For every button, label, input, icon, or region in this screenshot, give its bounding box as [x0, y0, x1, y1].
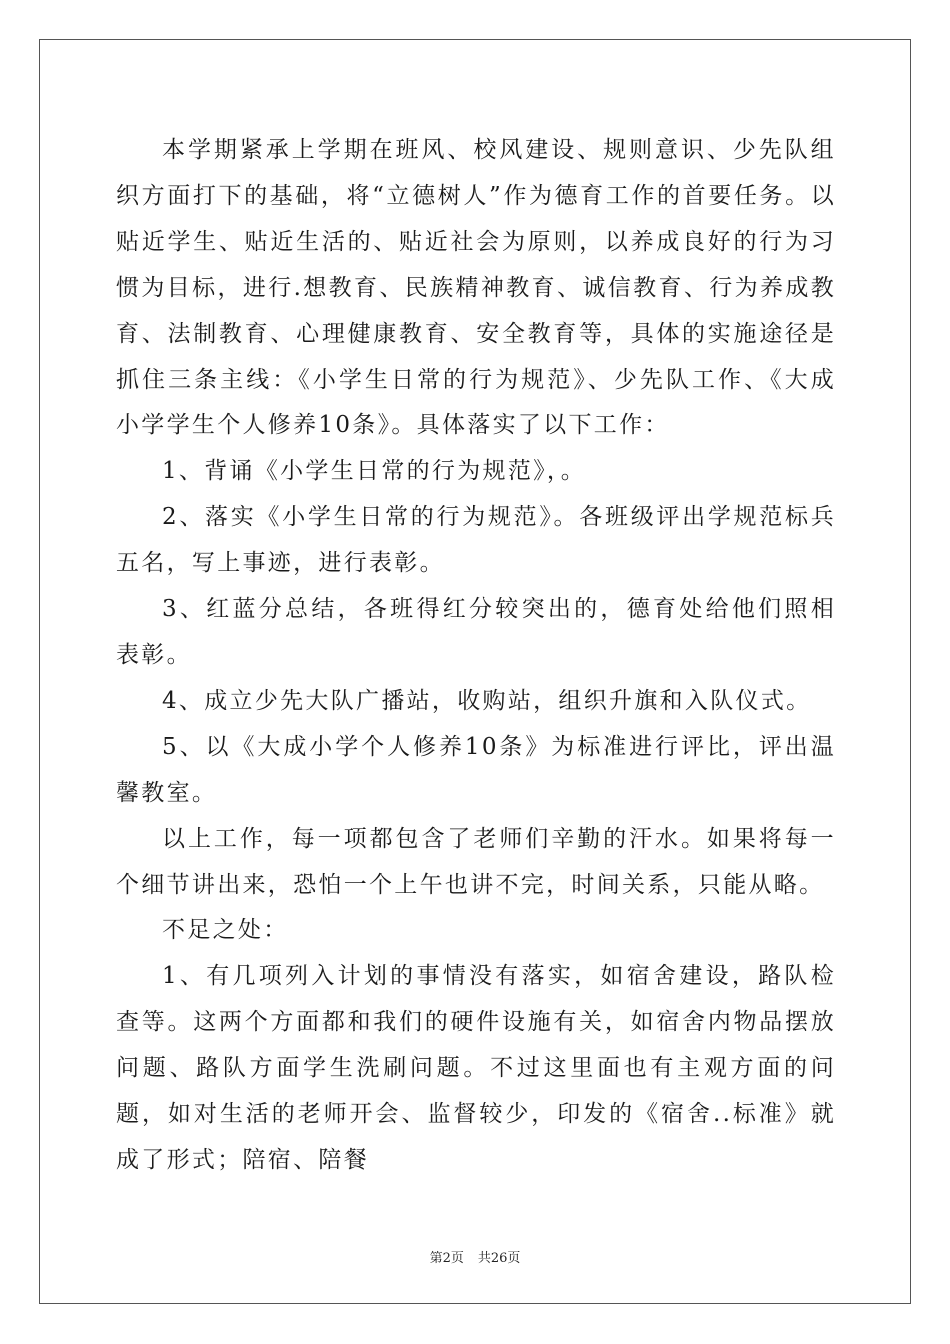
paragraph-shortcoming-1: 1、有几项列入计划的事情没有落实，如宿舍建设，路队检查等。这两个方面都和我们的硬件设施有关，如宿舍内物品摆放问题、路队方面学生洗刷问题。不过这里面也有主观方面的问题，如对生活的老师开会、监督较少，印发的《宿舍..标准》就成了形式；陪宿、陪餐 [116, 963, 836, 1173]
page-footer [0, 1247, 950, 1266]
paragraph-shortcomings-heading: 不足之处： [162, 917, 289, 944]
paragraph-item-5: 5、以《大成小学个人修养10条》为标准进行评比，评出温馨教室。 [116, 733, 836, 806]
document-body [116, 128, 836, 1184]
paragraph-item-3: 3、红蓝分总结，各班得红分较突出的，德育处给他们照相表彰。 [116, 596, 836, 668]
paragraph-item-2: 2、落实《小学生日常的行为规范》。各班级评出学规范标兵五名，写上事迹，进行表彰。 [116, 504, 836, 577]
total-page-count: 共26页 [477, 1251, 521, 1266]
current-page-number: 第2页 [429, 1251, 464, 1266]
paragraph-intro: 本学期紧承上学期在班风、校风建设、规则意识、少先队组织方面打下的基础，将“立德树人”作为德育工作的首要任务。以贴近学生、贴近生活的、贴近社会为原则，以养成良好的行为习惯为目标，进行.想教育、民族精神教育、诚信教育、行为养成教育、法制教育、心理健康教育、安全教育等，具体的实施途径是抓住三条主线：《小学生日常的行为规范》、少先队工作、《大成小学学生个人修养10条》。具体落实了以下工作： [116, 137, 836, 439]
paragraph-item-1: 1、背诵《小学生日常的行为规范》，。 [162, 458, 587, 485]
paragraph-summary: 以上工作，每一项都包含了老师们辛勤的汗水。如果将每一个细节讲出来，恐怕一个上午也讲不完，时间关系，只能从略。 [116, 825, 836, 898]
paragraph-item-4: 4、成立少先大队广播站，收购站，组织升旗和入队仪式。 [162, 687, 812, 714]
